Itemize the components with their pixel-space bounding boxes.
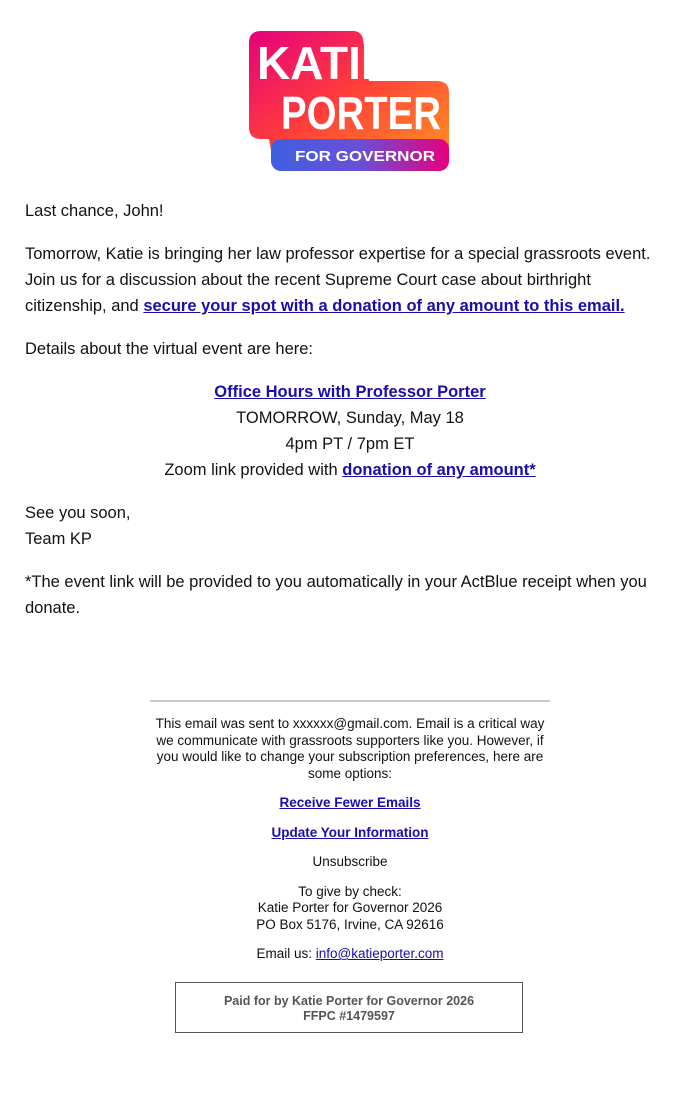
check-line3: PO Box 5176, Irvine, CA 92616 [256, 916, 444, 932]
logo-graphic [249, 31, 453, 173]
footer-divider [150, 700, 550, 702]
intro-paragraph [25, 241, 675, 319]
update-information-link[interactable]: Update Your Information [271, 824, 429, 840]
zoom-donation-link[interactable]: donation of any amount* [342, 461, 536, 479]
footnote: *The event link will be provided to you automatically in your ActBlue receipt when you donate. [25, 573, 647, 617]
details-intro: Details about the virtual event are here: [25, 340, 314, 358]
email-body [25, 198, 675, 638]
event-title-link[interactable]: Office Hours with Professor Porter [214, 383, 486, 401]
paid-line1: Paid for by Katie Porter for Governor 2026 [223, 994, 475, 1008]
contact-email [150, 946, 550, 963]
paid-for-disclaimer [175, 982, 523, 1033]
logo-line2: PORTER [281, 87, 441, 139]
signoff-line1: See you soon, [25, 504, 131, 522]
donation-link[interactable]: secure your spot with a donation of any amount to this email. [143, 297, 625, 315]
footer-notice: This email was sent to xxxxxx@gmail.com. Email is a critical way we communicate with grassroots supporters like you. However, if you would like to change your subscription preferences, here are some options: [155, 716, 545, 781]
email-label: Email us: [256, 946, 316, 961]
paid-line2: FFPC #1479597 [303, 1009, 395, 1023]
greeting: Last chance, John! [25, 202, 164, 220]
zoom-text: Zoom link provided with [164, 461, 343, 479]
email-footer [150, 716, 550, 976]
katie-porter-logo [249, 31, 453, 173]
check-line1: To give by check: [298, 883, 402, 899]
event-details [25, 379, 675, 483]
event-date: TOMORROW, Sunday, May 18 [236, 409, 464, 427]
intro-text: Tomorrow, Katie is bringing her law professor expertise for a special grassroots event. Join us for a discussion about the recent Supreme Court case about birthright citizenship, and [25, 245, 651, 315]
check-address [150, 884, 550, 934]
signoff-line2: Team KP [25, 530, 92, 548]
signoff [25, 500, 675, 552]
logo-line1: KATIE [257, 37, 392, 89]
email-link[interactable]: info@katieporter.com [315, 946, 444, 961]
logo-line3: FOR GOVERNOR [295, 148, 436, 165]
event-time: 4pm PT / 7pm ET [285, 435, 415, 453]
unsubscribe-link[interactable]: Unsubscribe [312, 854, 388, 869]
receive-fewer-emails-link[interactable]: Receive Fewer Emails [279, 795, 421, 810]
check-line2: Katie Porter for Governor 2026 [257, 900, 443, 915]
